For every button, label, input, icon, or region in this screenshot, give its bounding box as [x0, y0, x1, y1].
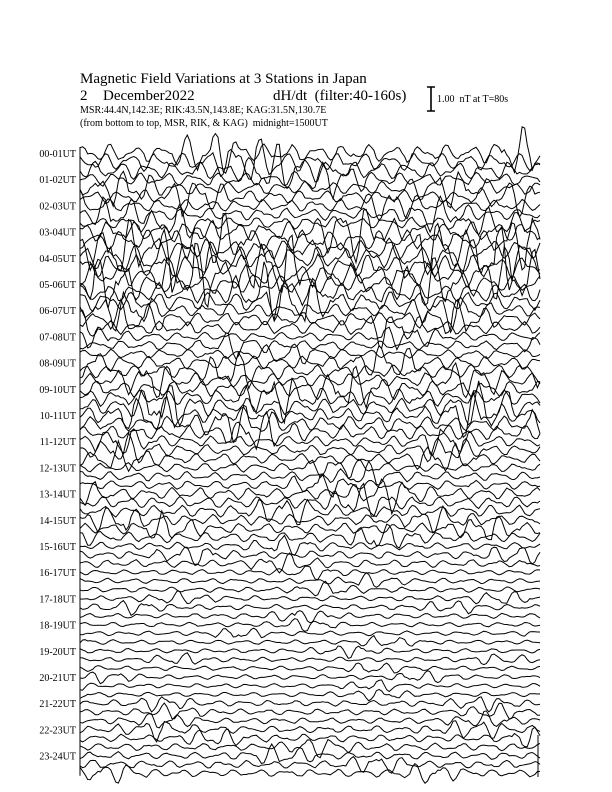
trace-rik-14-15UT — [80, 511, 540, 540]
hour-label: 14-15UT — [39, 515, 76, 527]
trace-kag-23-24UT — [80, 744, 540, 763]
hour-label: 19-20UT — [39, 646, 76, 658]
trace-rik-12-13UT — [80, 461, 540, 485]
trace-msr-19-20UT — [80, 663, 540, 673]
trace-msr-16-17UT — [80, 581, 540, 596]
hour-label: 09-10UT — [39, 384, 76, 396]
hour-label: 02-03UT — [39, 201, 76, 213]
trace-kag-17-18UT — [80, 591, 540, 604]
hour-label: 13-14UT — [39, 489, 76, 501]
hour-label: 07-08UT — [39, 332, 76, 344]
scale-bar — [427, 87, 435, 111]
date-year: 2022 — [164, 88, 195, 104]
hour-label: 17-18UT — [39, 594, 76, 606]
order-line: (from bottom to top, MSR, RIK, & KAG) midnight=1500UT — [80, 118, 328, 129]
hour-label: 20-21UT — [39, 673, 76, 684]
trace-kag-21-22UT — [80, 697, 540, 712]
trace-rik-10-11UT — [80, 405, 540, 442]
trace-msr-18-19UT — [80, 636, 540, 647]
trace-rik-23-24UT — [80, 757, 540, 774]
hour-label: 08-09UT — [39, 358, 76, 370]
trace-msr-15-16UT — [80, 553, 540, 573]
trace-msr-03-04UT — [80, 220, 540, 275]
hour-label: 15-16UT — [39, 542, 76, 553]
chart-title: Magnetic Field Variations at 3 Stations in Japan — [80, 71, 367, 87]
trace-msr-06-07UT — [80, 310, 540, 348]
trace-msr-10-11UT — [80, 412, 540, 449]
hour-label: 11-12UT — [39, 437, 76, 449]
hour-label: 18-19UT — [39, 620, 76, 632]
hour-label: 10-11UT — [39, 411, 76, 422]
hour-label: 23-24UT — [39, 751, 76, 763]
trace-kag-16-17UT — [80, 566, 540, 580]
trace-rik-21-22UT — [80, 703, 540, 719]
trace-rik-06-07UT — [80, 299, 540, 333]
scale-label: 1.00 nT at T=80s — [437, 94, 509, 105]
trace-rik-15-16UT — [80, 547, 540, 565]
trace-kag-18-19UT — [80, 619, 540, 632]
trace-rik-17-18UT — [80, 601, 540, 616]
stations-line: MSR:44.4N,142.3E; RIK:43.5N,143.8E; KAG:31.5N,130.7E — [80, 105, 327, 116]
trace-kag-20-21UT — [80, 671, 540, 684]
trace-msr-22-23UT — [80, 740, 540, 758]
hour-label: 06-07UT — [39, 306, 76, 318]
hour-label: 01-02UT — [39, 175, 76, 187]
trace-kag-03-04UT — [80, 209, 540, 262]
trace-rik-02-03UT — [80, 196, 540, 232]
filter-label: (filter:40-160s) — [314, 88, 407, 104]
trace-msr-20-21UT — [80, 689, 540, 700]
trace-kag-19-20UT — [80, 646, 540, 658]
trace-rik-18-19UT — [80, 628, 540, 638]
hour-label: 21-22UT — [39, 699, 76, 711]
hour-label: 22-23UT — [39, 725, 76, 737]
trace-rik-22-23UT — [80, 727, 540, 747]
trace-msr-08-09UT — [80, 363, 540, 398]
trace-rik-20-21UT — [80, 680, 540, 692]
hour-label: 00-01UT — [39, 149, 76, 160]
trace-kag-10-11UT — [80, 393, 540, 437]
hour-label: 03-04UT — [39, 227, 76, 239]
hour-label: 04-05UT — [39, 253, 76, 265]
trace-rik-16-17UT — [80, 573, 540, 588]
hour-label: 05-06UT — [39, 280, 76, 291]
date-month: December — [103, 88, 165, 104]
trace-rik-19-20UT — [80, 653, 540, 665]
trace-rik-00-01UT — [80, 139, 540, 179]
date-day: 2 — [80, 88, 88, 104]
hour-label: 12-13UT — [39, 463, 76, 475]
hour-label: 16-17UT — [39, 568, 76, 580]
quantity-label: dH/dt — [273, 88, 308, 104]
trace-rik-07-08UT — [80, 333, 540, 359]
